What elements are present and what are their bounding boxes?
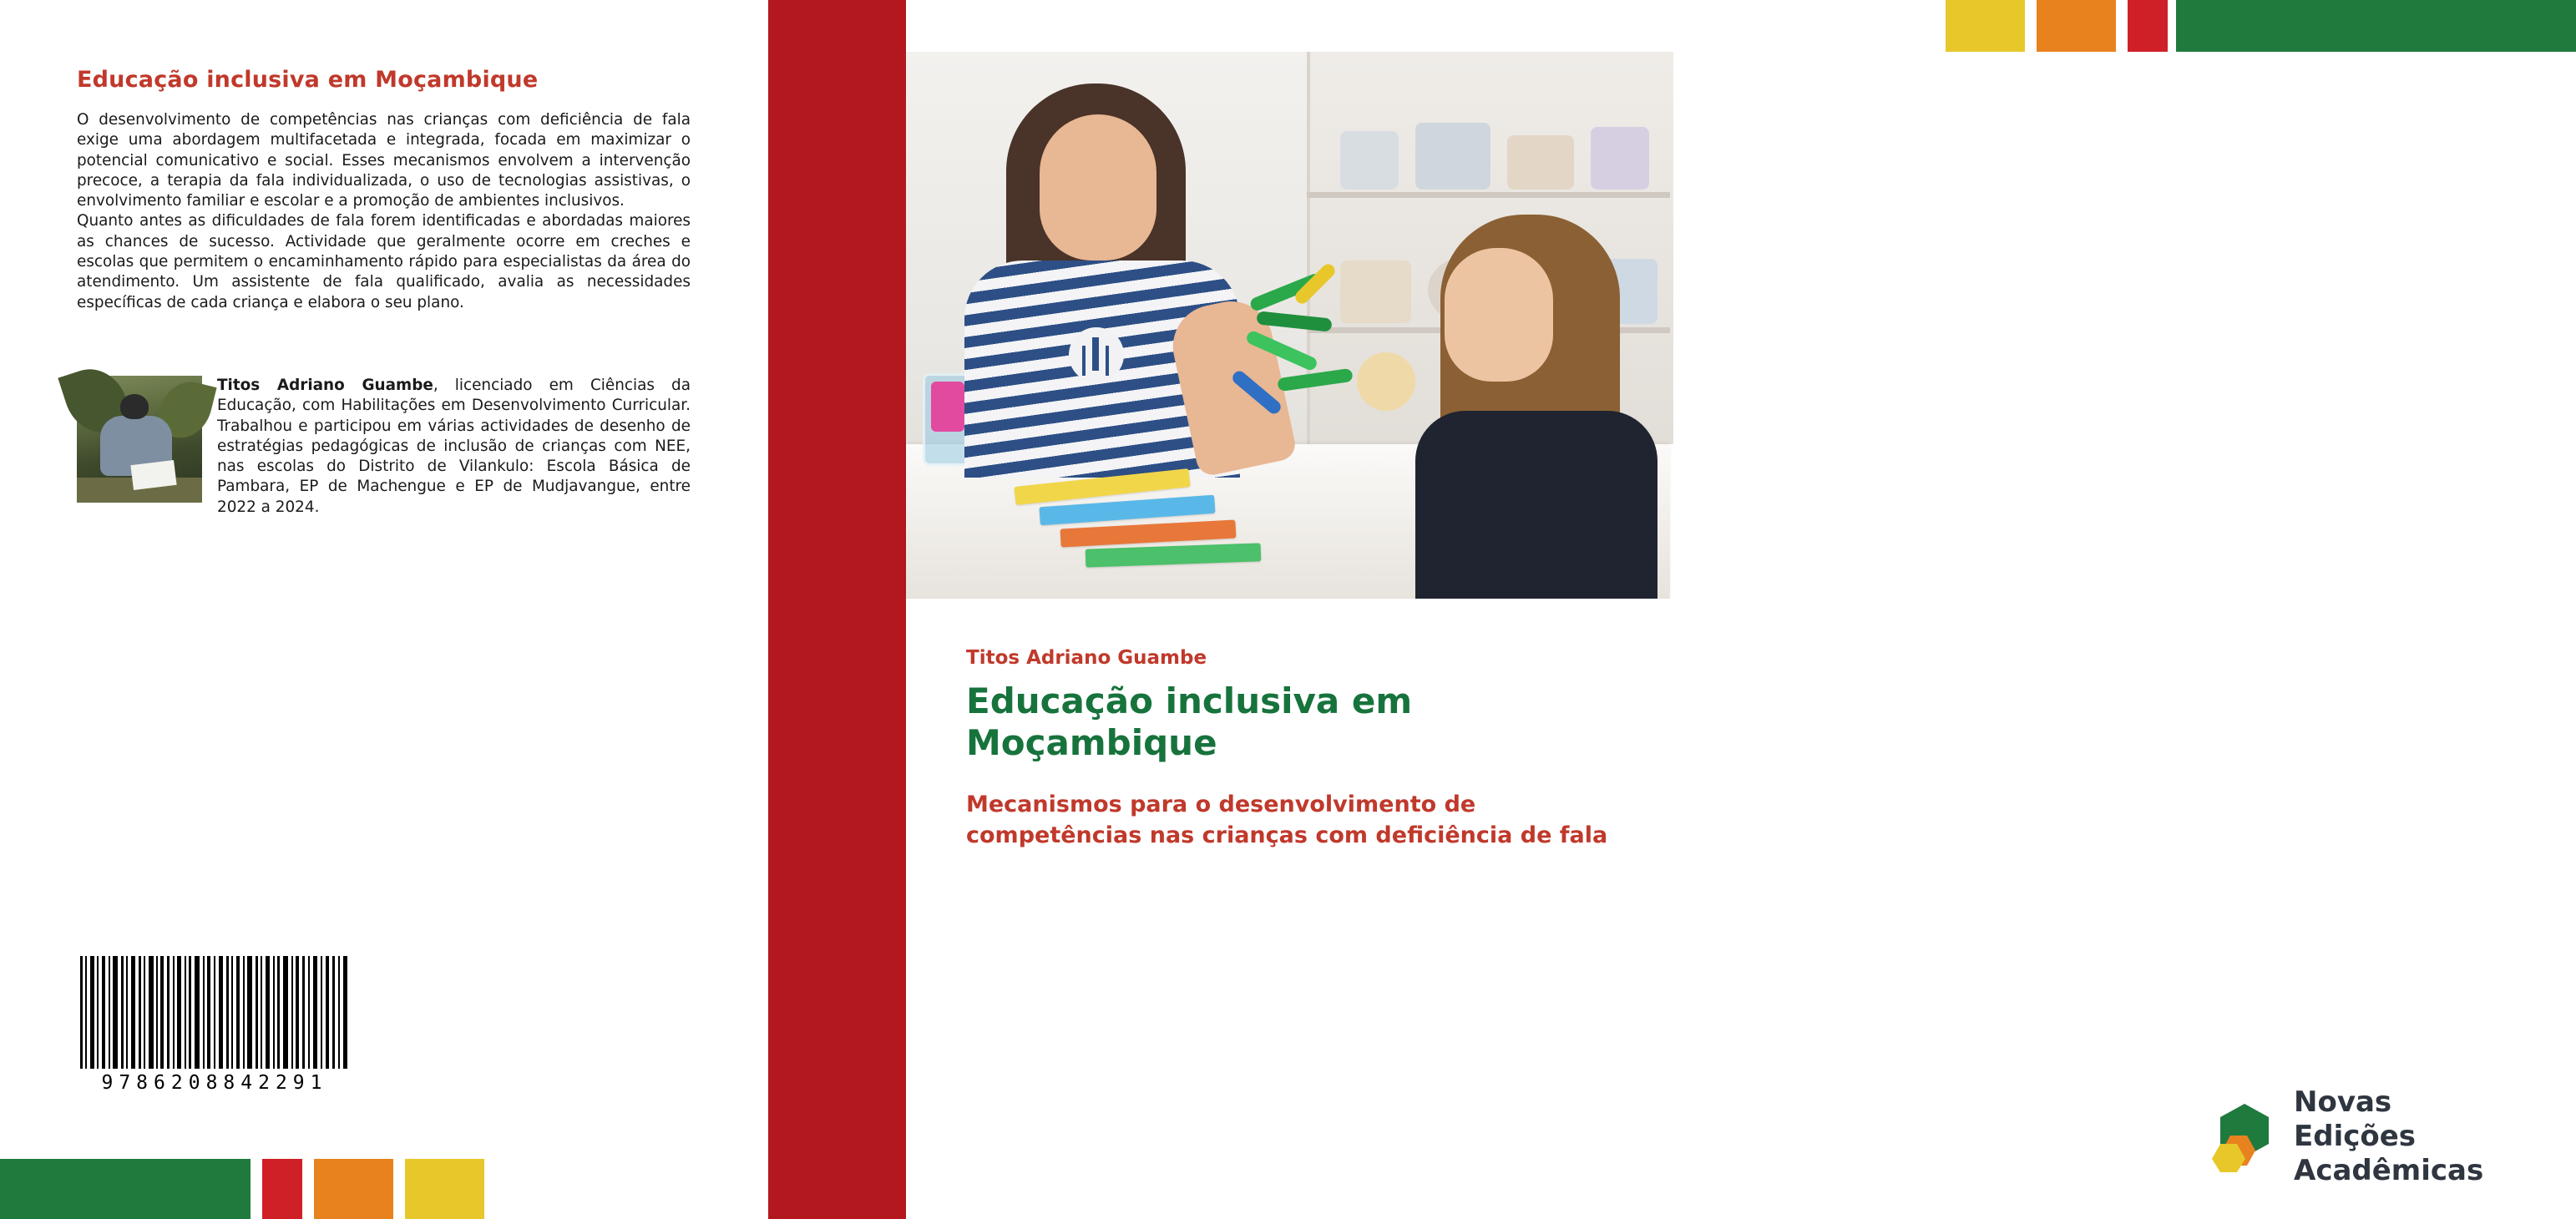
publisher-name: [2294, 1085, 2483, 1187]
back-paragraph-2: Quanto antes as dificuldades de fala forem identificadas e abordadas maiores as chances de sucesso. Actividade que geralmente ocorre em creches e escolas que permitem o encaminhamento rápido para especialistas da área do atendimento. Um assistente de fala qualificado, avalia as necessidades específicas de cada criança e elabora o seu plano.: [77, 212, 691, 311]
front-cover: [906, 0, 2484, 1219]
color-strip-segment: [405, 1159, 484, 1219]
back-cover-description: [77, 110, 691, 313]
color-strip-segment: [2025, 0, 2037, 52]
front-cover-title: Educação inclusiva em Moçambique: [966, 680, 1413, 763]
bottom-color-strip: [0, 1159, 768, 1219]
top-color-strip: [1812, 0, 2576, 52]
color-strip-segment: [302, 1159, 314, 1219]
publisher-logo: [2209, 1085, 2483, 1187]
isbn-number: 9786208842291: [101, 1072, 328, 1094]
back-cover-title: Educação inclusiva em Moçambique: [77, 67, 539, 93]
color-strip-segment: [484, 1159, 768, 1219]
publisher-name-line1: Novas Edições: [2294, 1085, 2417, 1153]
author-photo: [77, 376, 202, 503]
color-strip-segment: [0, 1159, 251, 1219]
color-strip-segment: [314, 1159, 393, 1219]
color-strip-segment: [251, 1159, 262, 1219]
book-spine: [768, 0, 906, 1219]
front-cover-subtitle: Mecanismos para o desenvolvimento de competências nas crianças com deficiência de fala: [966, 792, 1608, 849]
author-name: Titos Adriano Guambe: [217, 377, 433, 394]
color-strip-segment: [393, 1159, 405, 1219]
front-cover-author: Titos Adriano Guambe: [966, 647, 1207, 669]
back-paragraph-1: O desenvolvimento de competências nas crianças com deficiência de fala exige uma abordagem multifacetada e integrada, focada em maximizar o potencial comunicativo e social. Esses mecanismos envolvem a intervenção precoce, a terapia da fala individualizada, o uso de tecnologias assistivas, o envolvimento familiar e escolar e a promoção de ambientes inclusivos.: [77, 111, 691, 210]
color-strip-segment: [2176, 0, 2576, 52]
color-strip-segment: [2128, 0, 2168, 52]
color-strip-segment: [1946, 0, 2025, 52]
barcode: [77, 956, 352, 1094]
color-strip-segment: [262, 1159, 302, 1219]
color-strip-segment: [2168, 0, 2176, 52]
publisher-name-line2: Acadêmicas: [2294, 1153, 2484, 1187]
barcode-bars-icon: [77, 956, 352, 1069]
color-strip-segment: [2037, 0, 2116, 52]
publisher-mark-icon: [2209, 1100, 2280, 1172]
color-strip-segment: [2116, 0, 2128, 52]
back-cover: [0, 0, 768, 1219]
color-strip-segment: [1812, 0, 1946, 52]
author-bio: , licenciado em Ciências da Educação, com Habilitações em Desenvolvimento Curricular. Trabalhou e participou em várias actividades de desenho de estratégias pedagógicas de inclusão de crianças com NEE, nas escolas do Distrito de Vilankulo: Escola Básica de Pambara, EP de Machengue e EP de Mudjavangue, entre 2022 a 2024.: [217, 377, 691, 516]
cover-photo: [906, 52, 1670, 599]
author-bio-block: [77, 376, 691, 518]
